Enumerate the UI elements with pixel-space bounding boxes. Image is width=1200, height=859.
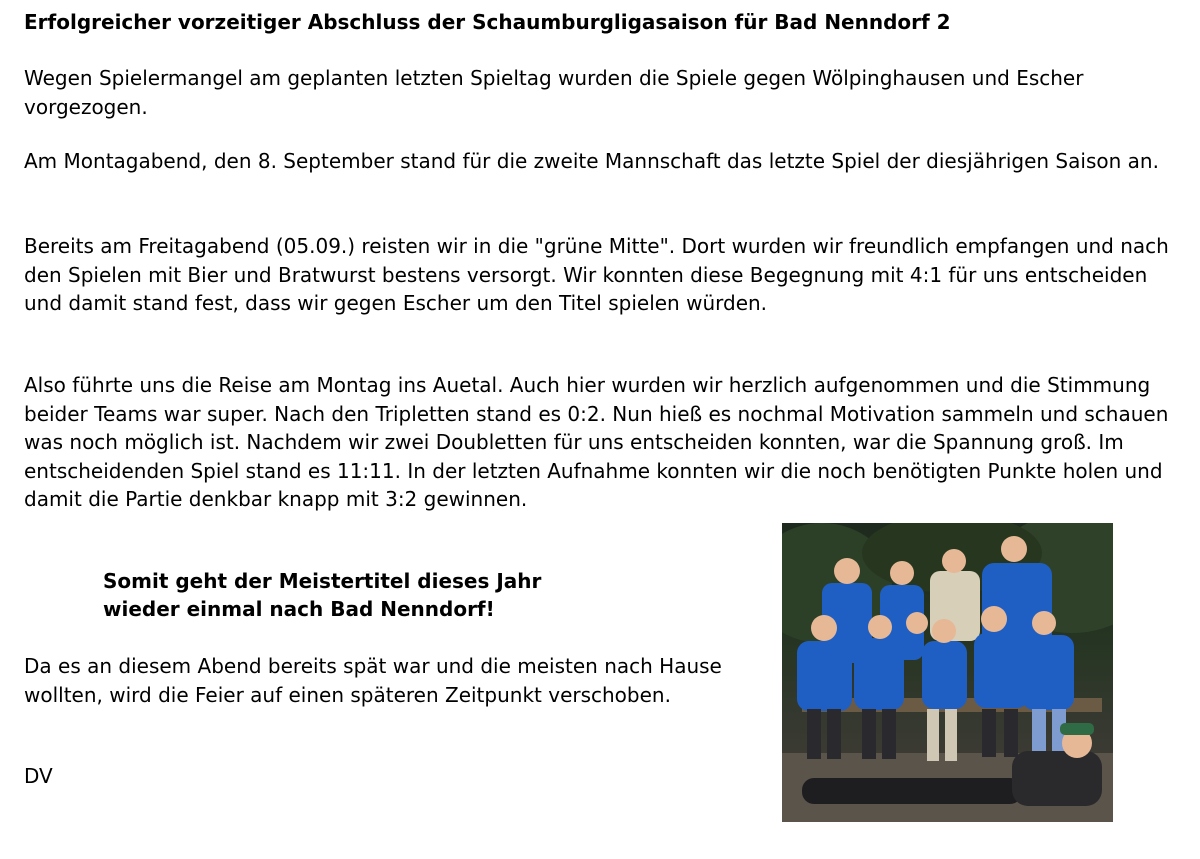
announcement-line-1: Somit geht der Meistertitel dieses Jahr: [103, 569, 542, 593]
paragraph-schedule: Wegen Spielermangel am geplanten letzten Spieltag wurden die Spiele gegen Wölpinghausen und Escher vorgezogen.: [24, 66, 1084, 119]
paragraph-friday-match: Bereits am Freitagabend (05.09.) reisten wir in die "grüne Mitte". Dort wurden wir freundlich empfangen und nach den Spielen mit Bier und Bratwurst bestens versorgt. Wir konnten diese Begegnung mit 4:1 für uns entscheiden und damit stand fest, dass wir gegen Escher um den Titel spielen würden.: [24, 234, 1169, 315]
team-photo: [782, 523, 1113, 822]
article-title: Erfolgreicher vorzeitiger Abschluss der Schaumburgligasaison für Bad Nenndorf 2: [24, 10, 951, 34]
author-signature: DV: [24, 764, 53, 788]
team-photo-illustration: [782, 523, 1113, 822]
paragraph-last-match: Am Montagabend, den 8. September stand für die zweite Mannschaft das letzte Spiel der diesjährigen Saison an.: [24, 149, 1159, 173]
announcement-line-2: wieder einmal nach Bad Nenndorf!: [103, 597, 495, 621]
paragraph-monday-match: Also führte uns die Reise am Montag ins Auetal. Auch hier wurden wir herzlich aufgenommen und die Stimmung beider Teams war super. Nach den Tripletten stand es 0:2. Nun hieß es nochmal Motivation sammeln und schauen was noch möglich ist. Nachdem wir zwei Doubletten für uns entscheiden konnten, war die Spannung groß. Im entscheidenden Spiel stand es 11:11. In der letzten Aufnahme konnten wir die noch benötigten Punkte holen und damit die Partie denkbar knapp mit 3:2 gewinnen.: [24, 373, 1169, 511]
championship-announcement: [103, 567, 743, 623]
paragraph-celebration: Da es an diesem Abend bereits spät war und die meisten nach Hause wollten, wird die Feier auf einen späteren Zeitpunkt verschoben.: [24, 654, 722, 707]
